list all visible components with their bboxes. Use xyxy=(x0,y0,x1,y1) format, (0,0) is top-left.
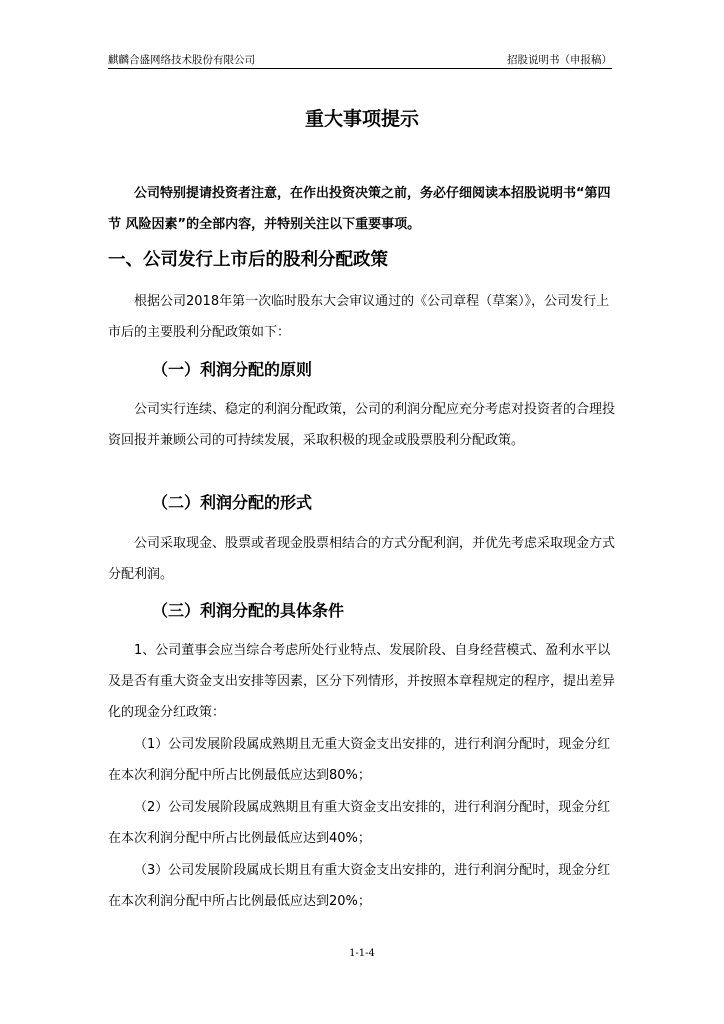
header-document-type: 招股说明书（申报稿） xyxy=(507,54,612,66)
principles-paragraph: 公司实行连续、稳定的利润分配政策，公司的利润分配应充分考虑对投资者的合理投资回报并兼顾公司的可持续发展，采取积极的现金或股票股利分配政策。 xyxy=(108,402,616,448)
page-title: 重大事项提示 xyxy=(304,108,419,130)
conditions-case-2: （2）公司发展阶段属成熟期且有重大资金支出安排的，进行利润分配时，现金分红在本次利润分配中所占比例最低应达到40%； xyxy=(108,800,611,846)
subsection-heading-conditions: （三）利润分配的具体条件 xyxy=(152,601,345,620)
conditions-item-1: 1、公司董事会应当综合考虑所处行业特点、发展阶段、自身经营模式、盈利水平以及是否有重大资金支出安排等因素，区分下列情形，并按照本章程规定的程序，提出差异化的现金分红政策： xyxy=(108,643,616,720)
subsection-heading-forms: （二）利润分配的形式 xyxy=(152,493,313,512)
forms-paragraph: 公司采取现金、股票或者现金股票相结合的方式分配利润，并优先考虑采取现金方式分配利润。 xyxy=(108,536,616,582)
conditions-case-3: （3）公司发展阶段属成长期且有重大资金支出安排的，进行利润分配时，现金分红在本次利润分配中所占比例最低应达到20%； xyxy=(108,863,611,909)
section-heading-dividend-policy: 一、公司发行上市后的股利分配政策 xyxy=(108,250,388,270)
intro-notice: 公司特别提请投资者注意，在作出投资决策之前，务必仔细阅读本招股说明书“第四节 风险因素”的全部内容，并特别关注以下重要事项。 xyxy=(108,186,611,232)
conditions-case-1: （1）公司发展阶段属成熟期且无重大资金支出安排的，进行利润分配时，现金分红在本次利润分配中所占比例最低应达到80%； xyxy=(108,737,611,783)
header-divider xyxy=(108,68,612,69)
header-company-name: 麒麟合盛网络技术股份有限公司 xyxy=(108,54,255,66)
subsection-heading-principles: （一）利润分配的原则 xyxy=(152,360,313,379)
section-intro-paragraph: 根据公司2018年第一次临时股东大会审议通过的《公司章程（草案）》，公司发行上市后的主要股利分配政策如下： xyxy=(108,294,610,340)
page-number: 1-1-4 xyxy=(349,948,375,959)
page-header xyxy=(108,52,612,68)
